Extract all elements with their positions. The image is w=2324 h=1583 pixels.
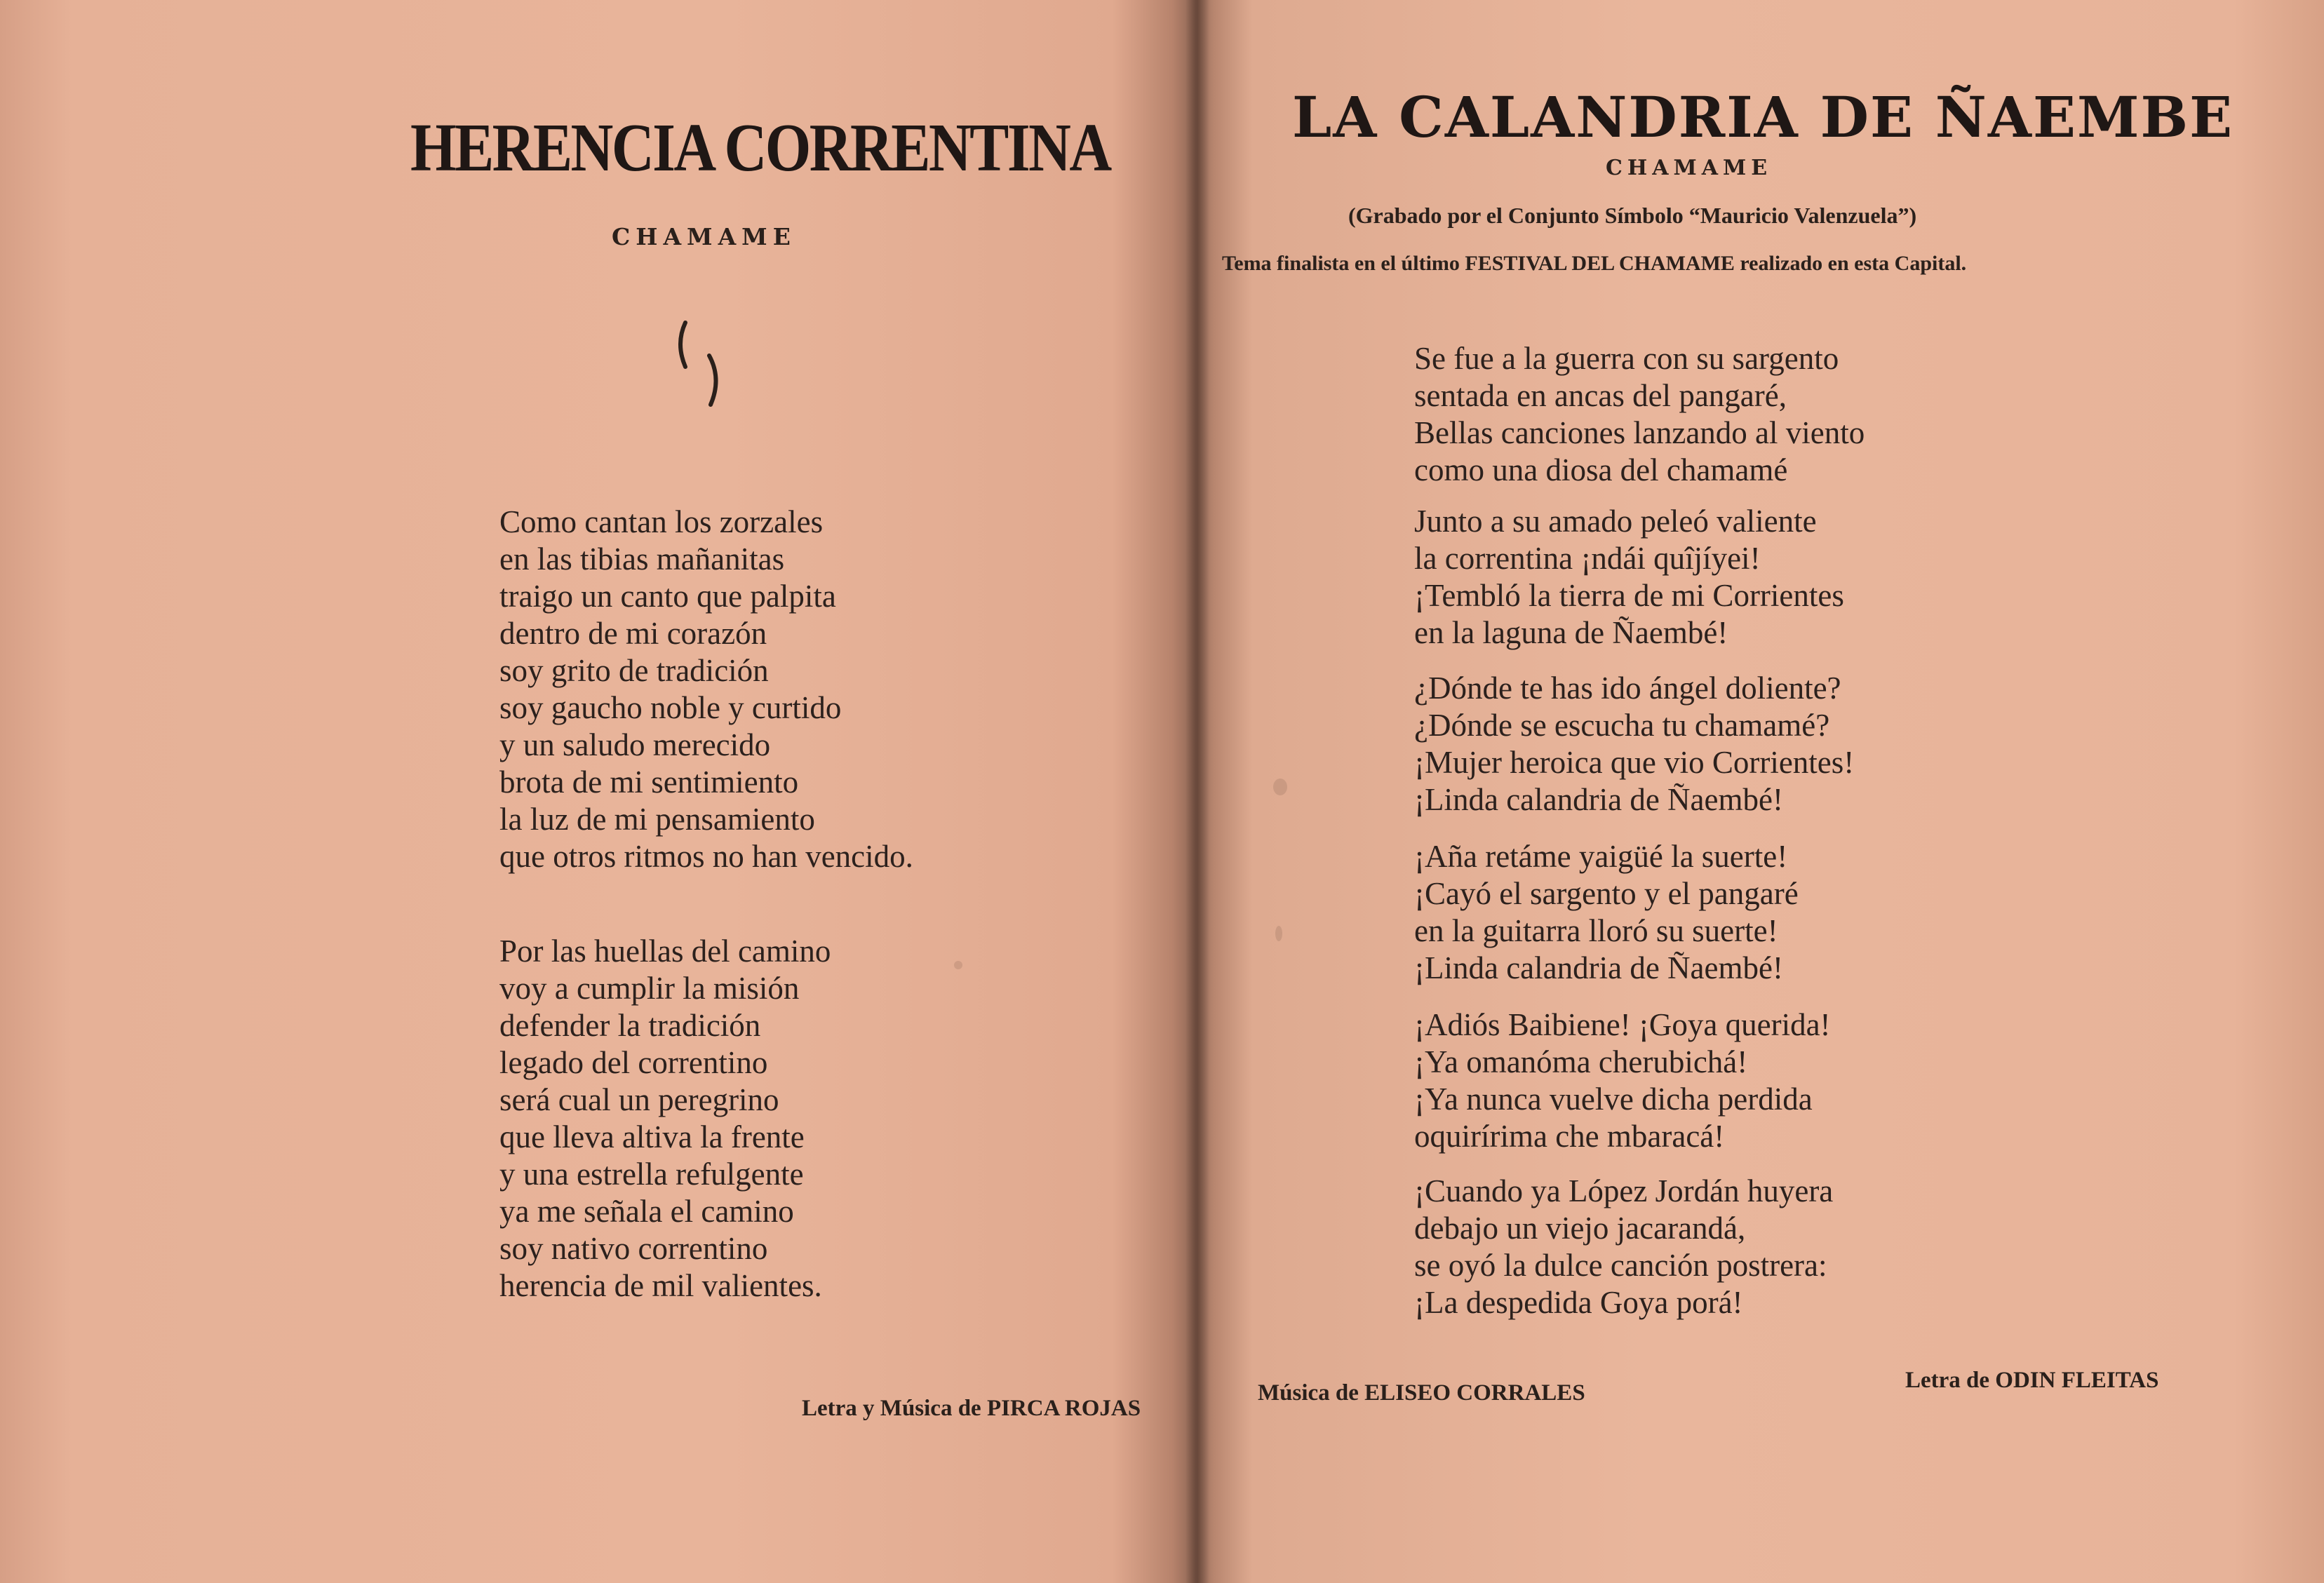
verse-line: Bellas canciones lanzando al viento — [1414, 415, 1865, 450]
right-stanza-6 — [1414, 1173, 1833, 1321]
verse-line: ¿Dónde se escucha tu chamamé? — [1414, 708, 1830, 743]
verse-line: debajo un viejo jacarandá, — [1414, 1211, 1746, 1246]
verse-line: ¡Ya omanóma cherubichá! — [1414, 1044, 1748, 1079]
verse-line: ¡Ya nunca vuelve dicha perdida — [1414, 1082, 1813, 1117]
verse-line: Junto a su amado peleó valiente — [1414, 504, 1817, 539]
verse-line: se oyó la dulce canción postrera: — [1414, 1248, 1827, 1283]
verse-line: herencia de mil valientes. — [499, 1268, 822, 1303]
right-lyrics-credit: Letra de ODIN FLEITAS — [1905, 1368, 2159, 1393]
verse-line: ¡Cayó el sargento y el pangaré — [1414, 876, 1799, 911]
festival-note: Tema finalista en el último FESTIVAL DEL CHAMAME realizado en esta Capital. — [1222, 252, 1967, 275]
verse-line: la correntina ¡ndái quîjíyei! — [1414, 541, 1761, 576]
right-stanza-2 — [1414, 503, 1844, 652]
verse-line: dentro de mi corazón — [499, 616, 767, 651]
verse-line: como una diosa del chamamé — [1414, 452, 1788, 487]
verse-line: brota de mi sentimiento — [499, 764, 799, 800]
verse-line: ¡Tembló la tierra de mi Corrientes — [1414, 578, 1844, 613]
right-stanza-4 — [1414, 838, 1799, 987]
verse-line: ya me señala el camino — [499, 1194, 794, 1229]
verse-line: que otros ritmos no han vencido. — [499, 839, 913, 874]
left-song-genre: CHAMAME — [612, 223, 796, 250]
right-song-genre: CHAMAME — [1606, 156, 1773, 180]
verse-line: la luz de mi pensamiento — [499, 802, 815, 837]
verse-line: ¿Dónde te has ido ángel doliente? — [1414, 671, 1841, 706]
verse-line: ¡Linda calandria de Ñaembé! — [1414, 782, 1783, 817]
verse-line: Se fue a la guerra con su sargento — [1414, 341, 1839, 376]
verse-line: ¡Mujer heroica que vio Corrientes! — [1414, 745, 1855, 780]
verse-line: ¡Cuando ya López Jordán huyera — [1414, 1173, 1834, 1208]
verse-line: traigo un canto que palpita — [499, 579, 836, 614]
verse-line: que lleva altiva la frente — [499, 1119, 805, 1154]
verse-line: Por las huellas del camino — [499, 934, 831, 969]
verse-line: en la guitarra lloró su suerte! — [1414, 913, 1778, 948]
right-song-title: LA CALANDRIA DE ÑAEMBE — [1292, 84, 2234, 150]
verse-line: voy a cumplir la misión — [499, 971, 800, 1006]
verse-line: ¡Adiós Baibiene! ¡Goya querida! — [1414, 1007, 1831, 1042]
verse-line: soy grito de tradición — [499, 653, 769, 688]
verse-line: soy gaucho noble y curtido — [499, 690, 842, 725]
left-stanza-1 — [499, 504, 913, 875]
right-stanza-5 — [1414, 1006, 1831, 1155]
verse-line: ¡La despedida Goya porá! — [1414, 1285, 1743, 1320]
ink-smudge — [954, 961, 962, 969]
verse-line: Como cantan los zorzales — [499, 504, 824, 539]
verse-line: ¡Aña retáme yaigüé la suerte! — [1414, 839, 1788, 874]
verse-line: y una estrella refulgente — [499, 1157, 804, 1192]
right-stanza-1 — [1414, 340, 1865, 489]
left-stanza-2 — [499, 933, 831, 1305]
verse-line: soy nativo correntino — [499, 1231, 768, 1266]
ink-smudge — [1275, 926, 1282, 941]
left-song-title: HERENCIA CORRENTINA — [410, 110, 1110, 186]
ink-smudge — [1273, 779, 1287, 795]
verse-line: en la laguna de Ñaembé! — [1414, 615, 1728, 650]
verse-line: será cual un peregrino — [499, 1082, 779, 1117]
verse-line: en las tibias mañanitas — [499, 541, 785, 577]
verse-line: sentada en ancas del pangaré, — [1414, 378, 1787, 413]
verse-line: defender la tradición — [499, 1008, 761, 1043]
parenthesis-ornament-icon — [670, 312, 740, 417]
left-song-credit: Letra y Música de PIRCA ROJAS — [802, 1396, 1141, 1421]
recording-note: (Grabado por el Conjunto Símbolo “Mauricio Valenzuela”) — [1348, 203, 1917, 228]
right-music-credit: Música de ELISEO CORRALES — [1258, 1380, 1585, 1406]
verse-line: legado del correntino — [499, 1045, 768, 1080]
verse-line: oquirírima che mbaracá! — [1414, 1119, 1725, 1154]
right-stanza-3 — [1414, 670, 1854, 819]
verse-line: ¡Linda calandria de Ñaembé! — [1414, 950, 1783, 985]
verse-line: y un saludo merecido — [499, 727, 771, 762]
book-spine — [1185, 0, 1209, 1583]
